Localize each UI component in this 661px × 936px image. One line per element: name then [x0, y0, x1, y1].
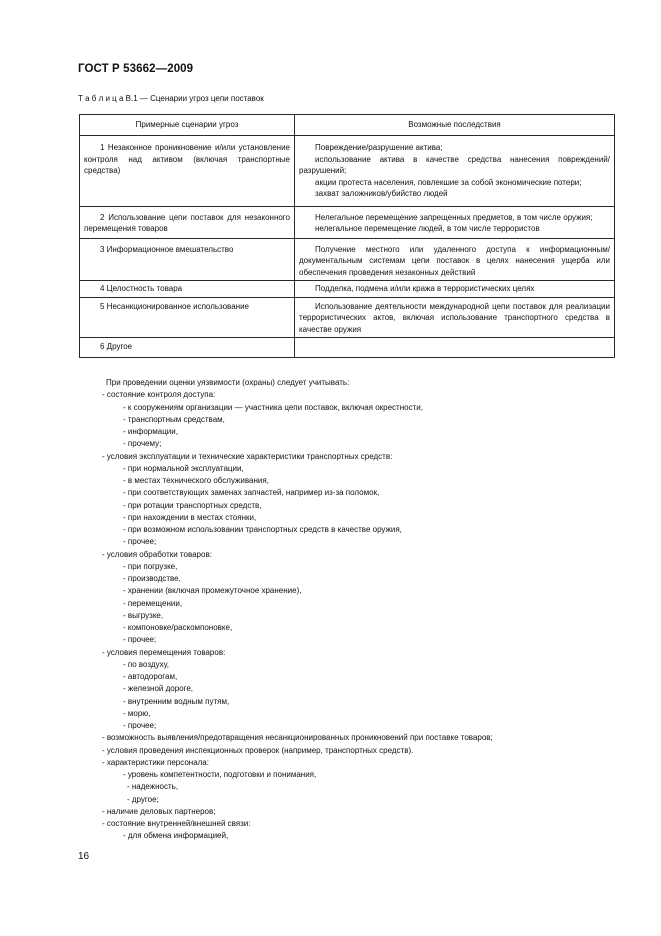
sub-list-item: - внутренним водным путям, — [123, 696, 230, 706]
sub-list-item: - для обмена информацией, — [123, 831, 229, 841]
sub-list-item: - прочее; — [123, 537, 157, 547]
sub-list-item: - другое; — [127, 794, 159, 804]
threats-table — [79, 114, 615, 358]
table-caption: Т а б л и ц а В.1 — Сценарии угроз цепи поставок — [78, 94, 264, 103]
list-item: - условия эксплуатации и технические характеристики транспортных средств: — [102, 451, 393, 461]
list-item: - условия проведения инспекционных проверок (например, транспортных средств). — [102, 745, 414, 755]
scenario-cell: 2 Использование цепи поставок для незаконного перемещения товаров — [80, 206, 295, 238]
consequence-line: Использование деятельности международной цепи поставок для реализации террористических актов, включая использование транспортного средства в качестве оружия — [299, 301, 610, 334]
vulnerability-assessment-list — [102, 377, 493, 843]
sub-list-item: - транспортным средствам, — [123, 414, 225, 424]
consequence-line: Получение местного или удаленного доступа к информационным/документальным системам цепи поставок в целях нанесения ущерба или обеспечения проведения незаконных действий — [299, 244, 610, 277]
scenario-cell: 6 Другое — [80, 338, 295, 358]
consequence-line: Подделка, подмена и/или кража в террористических целях — [315, 284, 535, 293]
sub-list-item: - прочее; — [123, 721, 157, 730]
list-item: - возможность выявления/предотвращения несанкционированных проникновений при поставке товаров; — [102, 733, 493, 743]
sub-list-item: - к сооружениям организации — участника цепи поставок, включая окрестности, — [123, 402, 423, 412]
sub-list-item: - при нахождении в местах стоянки, — [123, 512, 257, 522]
list-item: - условия перемещения товаров: — [102, 647, 226, 657]
scenario-cell: 4 Целостность товара — [80, 281, 295, 298]
page-number: 16 — [78, 851, 90, 862]
table-row — [80, 136, 615, 207]
consequences-cell — [295, 338, 615, 358]
sub-list-item: - при соответствующих заменах запчастей, например из-за поломок, — [123, 488, 380, 498]
sub-list-item: - железной дороге, — [123, 684, 194, 694]
table-header-row — [80, 115, 615, 136]
assessment-items — [102, 389, 493, 842]
sub-list-item: - при погрузке, — [123, 561, 178, 571]
consequences-cell — [295, 281, 615, 298]
table-row — [80, 238, 615, 281]
consequences-cell — [295, 136, 615, 207]
sub-list-item: - в местах технического обслуживания, — [123, 476, 269, 485]
list-item: - характеристики персонала: — [102, 757, 209, 767]
sub-list-item: - хранении (включая промежуточное хранение), — [123, 586, 302, 596]
sub-list-item: - перемещении, — [123, 598, 183, 608]
list-item: - условия обработки товаров: — [102, 549, 212, 559]
sub-list-item: - при нормальной эксплуатации, — [123, 463, 244, 473]
consequence-line: использование актива в качестве средства нанесения повреждений/разрушений; — [299, 154, 610, 175]
sub-list-item: - выгрузке, — [123, 610, 164, 620]
document-header: ГОСТ Р 53662—2009 — [78, 63, 194, 75]
table-row — [80, 281, 615, 298]
sub-list-item: - автодорогам, — [123, 672, 178, 681]
sub-list-item: - производстве, — [123, 574, 181, 583]
list-item: - состояние контроля доступа: — [102, 390, 216, 400]
consequence-line: захват заложников/убийство людей — [315, 189, 448, 198]
table-row — [80, 338, 615, 358]
column-header-consequences: Возможные последствия — [295, 115, 615, 136]
intro-paragraph: При проведении оценки уязвимости (охраны) следует учитывать: — [106, 378, 350, 387]
sub-list-item: - прочее; — [123, 635, 157, 645]
list-item: - состояние внутренней/внешней связи: — [102, 819, 251, 828]
consequences-cell — [295, 297, 615, 338]
list-item: - наличие деловых партнеров; — [102, 806, 216, 816]
table-row — [80, 206, 615, 238]
sub-list-item: - надежность, — [127, 782, 179, 792]
sub-list-item: - морю, — [123, 708, 151, 718]
scenario-cell: 1 Незаконное проникновение и/или установление контроля над активом (включая транспортные средства) — [80, 136, 295, 207]
consequence-line: Нелегальное перемещение запрещенных предметов, в том числе оружия; — [315, 212, 593, 222]
sub-list-item: - компоновке/раскомпоновке, — [123, 623, 233, 632]
sub-list-item: - информации, — [123, 427, 178, 436]
table-row — [80, 297, 615, 338]
consequences-cell — [295, 206, 615, 238]
consequence-line: Повреждение/разрушение актива; — [315, 143, 443, 152]
scenario-cell: 3 Информационное вмешательство — [80, 238, 295, 281]
sub-list-item: - уровень компетентности, подготовки и понимания, — [123, 770, 317, 779]
consequence-line: акции протеста населения, повлекшие за собой экономические потери; — [315, 177, 582, 187]
column-header-scenarios: Примерные сценарии угроз — [80, 115, 295, 136]
scenario-cell: 5 Несанкционированное использование — [80, 297, 295, 338]
consequences-cell — [295, 238, 615, 281]
consequence-line: нелегальное перемещение людей, в том числе террористов — [315, 224, 540, 233]
sub-list-item: - при возможном использовании транспортных средств в качестве оружия, — [123, 525, 402, 534]
sub-list-item: - по воздуху, — [123, 659, 169, 669]
sub-list-item: - при ротации транспортных средств, — [123, 500, 262, 510]
sub-list-item: - прочему; — [123, 439, 162, 449]
